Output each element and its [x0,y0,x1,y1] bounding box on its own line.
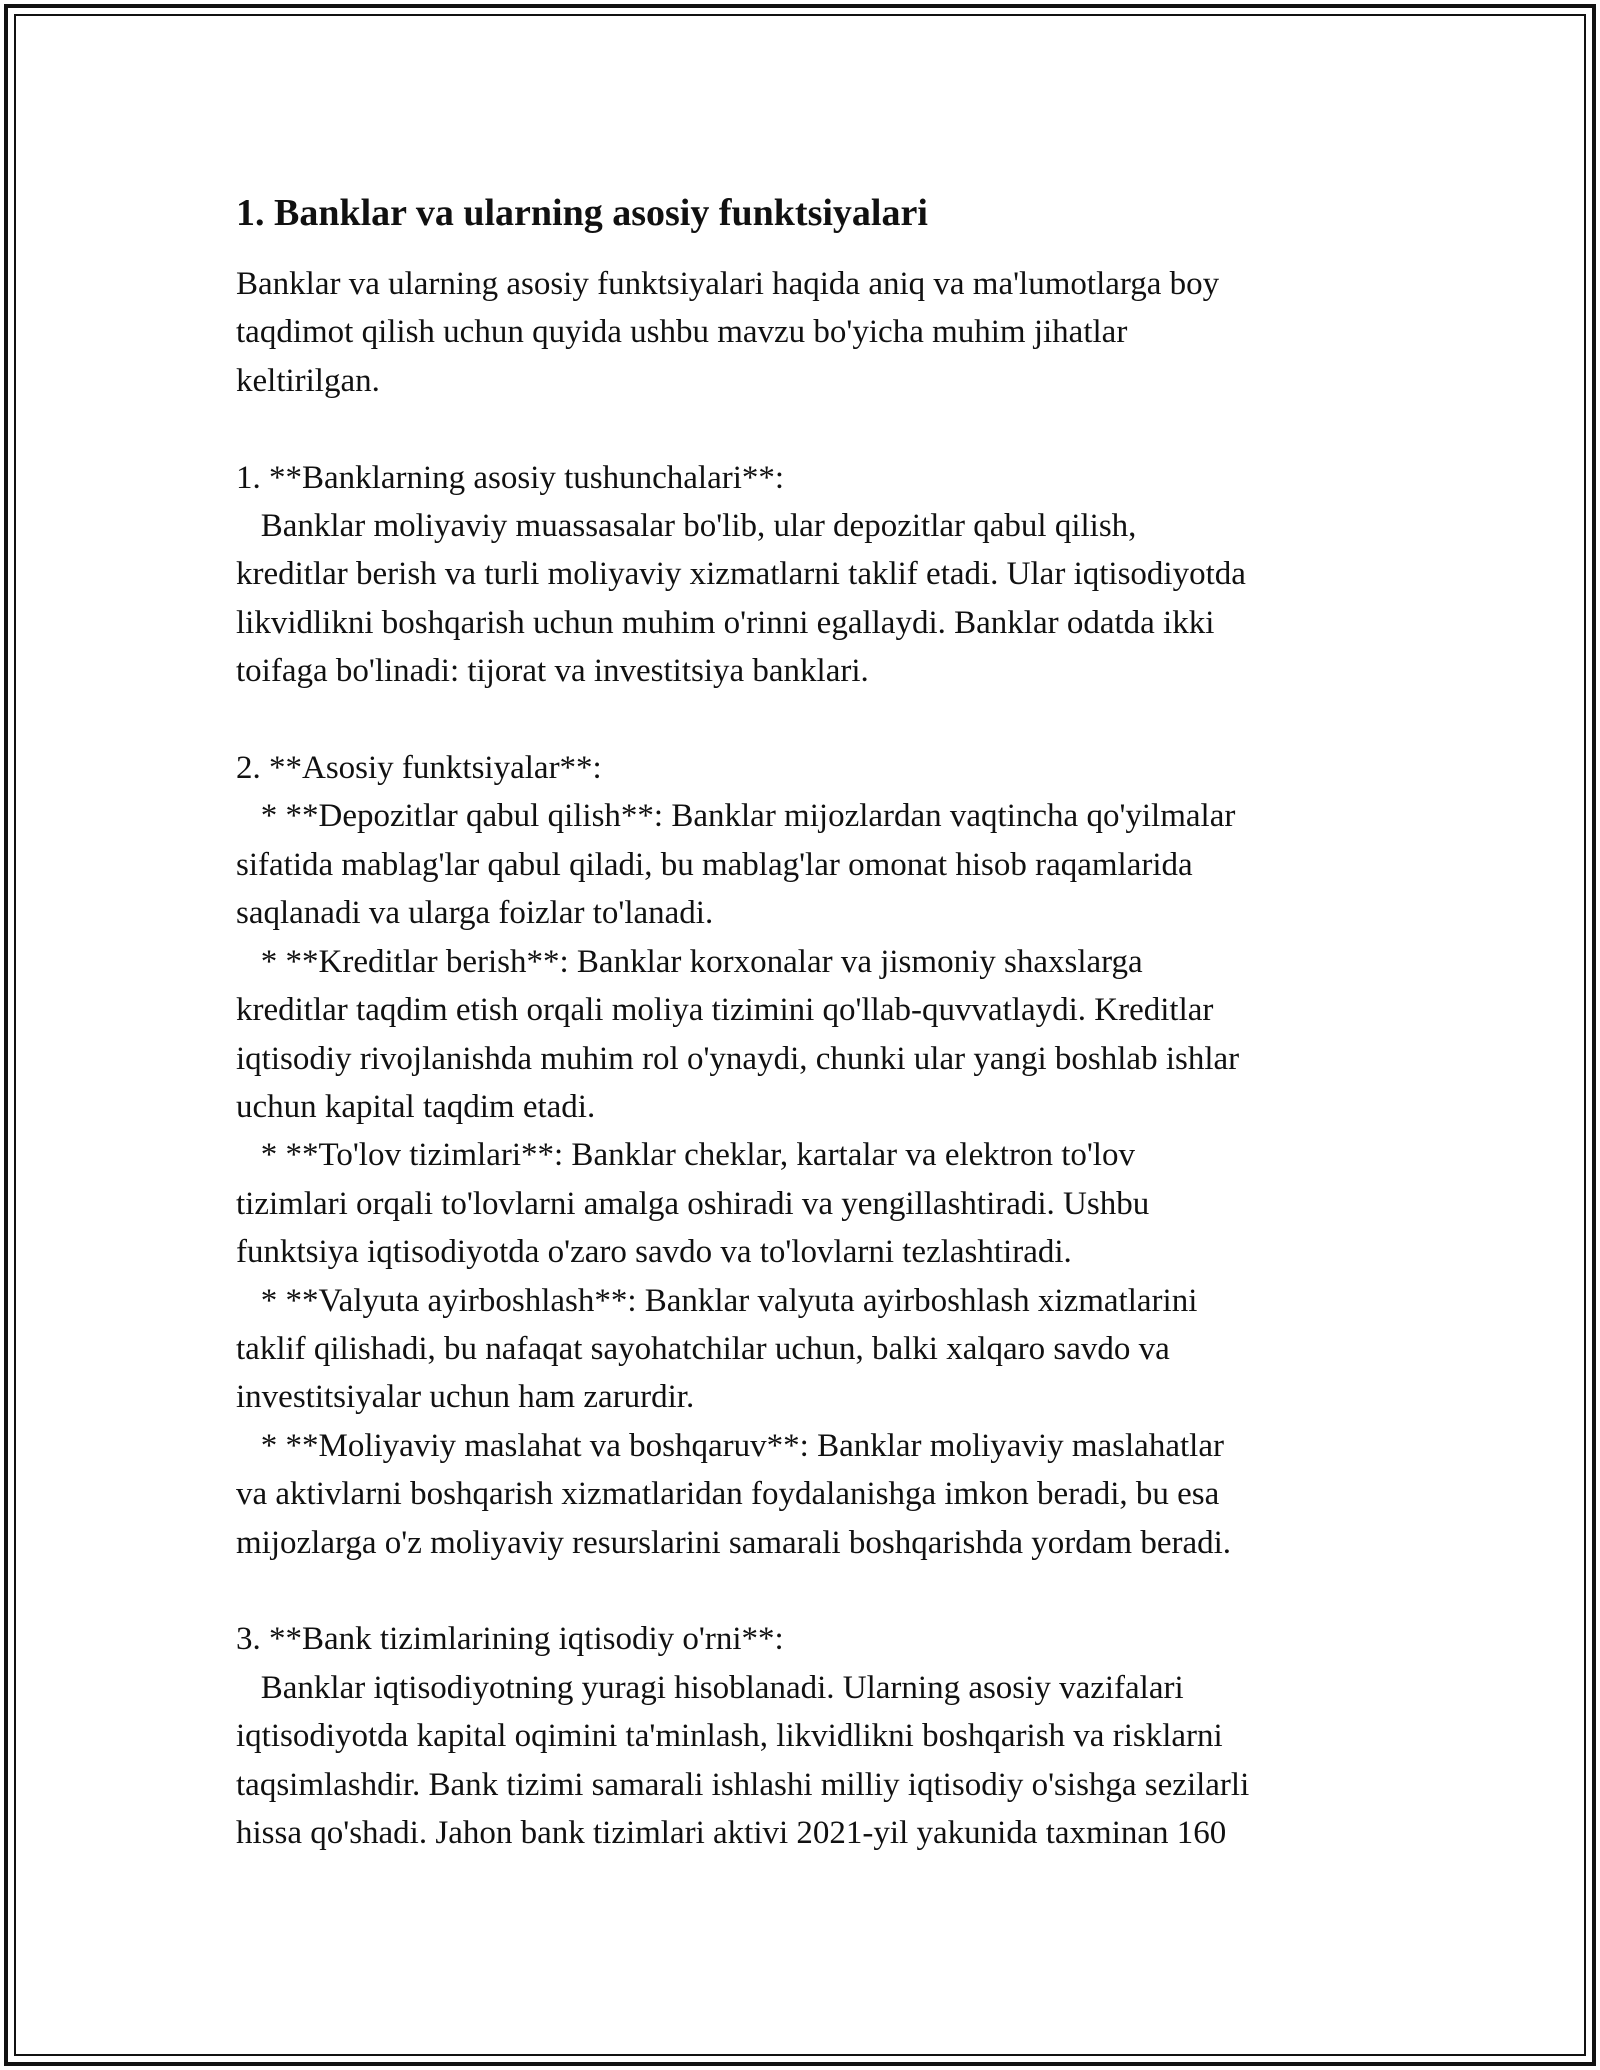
document-heading: 1. Banklar va ularning asosiy funktsiyalari [236,192,928,234]
document-content [236,188,1376,1857]
document-body-text: Banklar va ularning asosiy funktsiyalari haqida aniq va ma'lumotlarga boy taqdimot qilish uchun quyida ushbu mavzu bo'yicha muhim jihatlar keltirilgan. 1. **Banklarning asosiy tushunchalari**: Banklar moliyaviy muassasalar bo'lib, ular depozitlar qabul qilish, kreditlar berish va turli moliyaviy xizmatlarni taklif etadi. Ular iqtisodiyotda likvidlikni boshqarish uchun muhim o'rinni egallaydi. Banklar odatda ikki toifaga bo'linadi: tijorat va investitsiya banklari. 2. **Asosiy funktsiyalar**: * **Depozitlar qabul qilish**: Banklar mijozlardan vaqtincha qo'yilmalar sifatida mablag'lar qabul qiladi, bu mablag'lar omonat hisob raqamlarida saqlanadi va ularga foizlar to'lanadi. * **Kreditlar berish**: Banklar korxonalar va jismoniy shaxslarga kreditlar taqdim etish orqali moliya tizimini qo'llab-quvvatlaydi. Kreditlar iqtisodiy rivojlanishda muhim rol o'ynaydi, chunki ular yangi boshlab ishlar uchun kapital taqdim etadi. * **To'lov tizimlari**: Banklar cheklar, kartalar va elektron to'lov tizimlari orqali to'lovlarni amalga oshiradi va yengillashtiradi. Ushbu funktsiya iqtisodiyotda o'zaro savdo va to'lovlarni tezlashtiradi. * **Valyuta ayirboshlash**: Banklar valyuta ayirboshlash xizmatlarini taklif qilishadi, bu nafaqat sayohatchilar uchun, balki xalqaro savdo va investitsiyalar uchun ham zarurdir. * **Moliyaviy maslahat va boshqaruv**: Banklar moliyaviy maslahatlar va aktivlarni boshqarish xizmatlaridan foydalanishga imkon beradi, bu esa mijozlarga o'z moliyaviy resurslarini samarali boshqarishda yordam beradi. 3. **Bank tizimlarining iqtisodiy o'rni**: Banklar iqtisodiyotning yuragi hisoblanadi. Ularning asosiy vazifalari iqtisodiyotda kapital oqimini ta'minlash, likvidlikni boshqarish va risklarni taqsimlashdir. Bank tizimi samarali ishlashi milliy iqtisodiy o'sishga sezilarli hissa qo'shadi. Jahon bank tizimlari aktivi 2021-yil yakunida taxminan 160 [236,266,1250,1851]
